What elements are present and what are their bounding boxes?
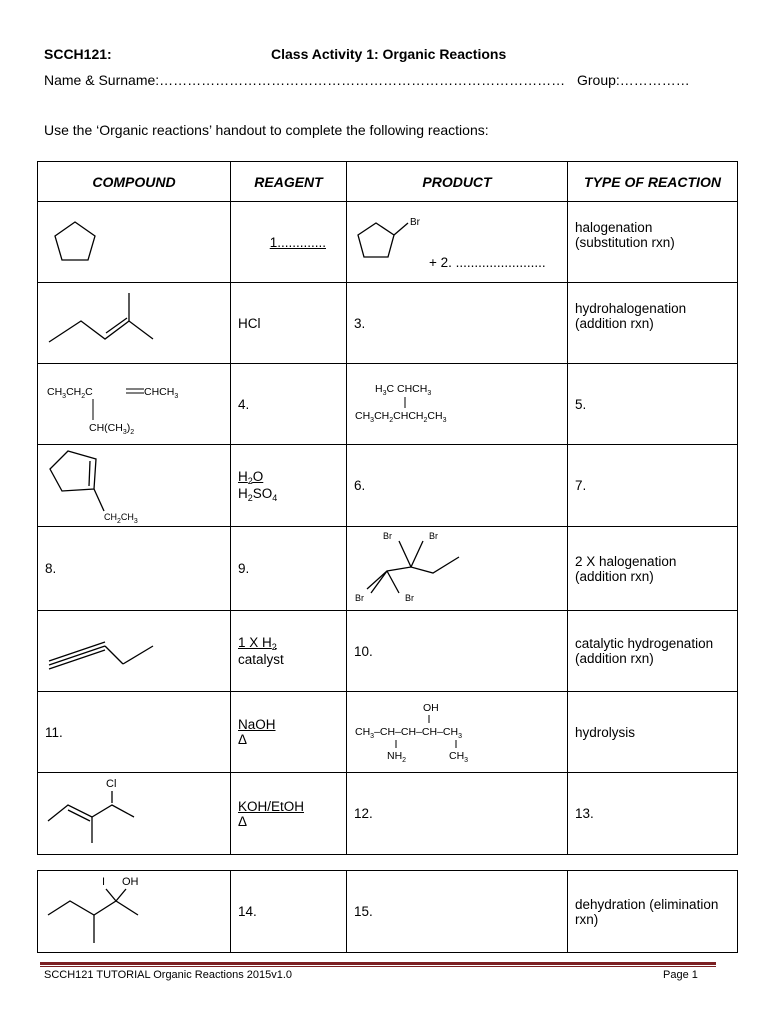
br-label: Br: [355, 593, 364, 603]
r7-ch3: $CH_3$: [449, 749, 469, 764]
r3-top-right: $CHCH_3$: [144, 385, 179, 400]
r3-prod-top: $H_3C$ $CHCH_3$: [375, 382, 432, 397]
reagent-cell: [231, 692, 347, 773]
compound-cell: [38, 773, 231, 855]
footer-rule: [40, 962, 716, 965]
br-label: Br: [429, 531, 438, 541]
product-cell: [347, 202, 568, 283]
course-code: SCCH121:: [44, 46, 112, 62]
name-surname-field[interactable]: Name & Surname:……………………………………………………………………………: [44, 72, 566, 88]
reaction-type-text: dehydration (elimination rxn): [575, 896, 719, 927]
reaction-type-text: catalytic hydrogenation (addition rxn): [575, 636, 714, 666]
iodo-alcohol-structure: [38, 871, 228, 949]
reagent-cell: [231, 445, 347, 527]
br-label: Br: [383, 531, 392, 541]
type-cell: [568, 871, 738, 953]
product-cell: [347, 692, 568, 773]
reagent-bottom: Δ: [238, 813, 248, 829]
reactions-table-continued: [37, 870, 738, 953]
reagent-top: $H_2O$: [238, 468, 264, 486]
condensed-alkene-structure: [38, 368, 228, 438]
r3-top-left: $CH_3CH_2C$: [47, 385, 93, 400]
reagent-top: NaOH: [238, 717, 276, 732]
type-cell[interactable]: 5.: [568, 364, 738, 445]
page-title: Class Activity 1: Organic Reactions: [271, 46, 507, 62]
table-row: [38, 445, 738, 527]
group-field[interactable]: Group:……………: [577, 72, 690, 88]
reagent-cell[interactable]: 9.: [231, 527, 347, 611]
compound-cell: [38, 283, 231, 364]
table-row: [38, 364, 738, 445]
table-row: [38, 202, 738, 283]
amino-alcohol-structure: [347, 693, 567, 769]
product-cell[interactable]: 15.: [347, 871, 568, 953]
table-header-row: [38, 162, 738, 202]
compound-cell: [38, 611, 231, 692]
reaction-type-text: hydrohalogenation (addition rxn): [575, 301, 687, 331]
reagent-cell[interactable]: 14.: [231, 871, 347, 953]
type-cell: [568, 202, 738, 283]
i-label: I: [102, 876, 106, 888]
reagent-cell: [231, 773, 347, 855]
r3-prod-bottom: $CH_3CH_2CHCH_2CH_3$: [355, 409, 447, 424]
footer-rule-thin: [40, 966, 716, 967]
table-row: [38, 611, 738, 692]
cyclopentane-structure: [45, 216, 105, 266]
type-cell: hydrolysis: [568, 692, 738, 773]
product-cell[interactable]: 3.: [347, 283, 568, 364]
reaction-type-text: 2 X halogenation (addition rxn): [575, 553, 677, 584]
table-row: [38, 692, 738, 773]
product-cell[interactable]: 12.: [347, 773, 568, 855]
ethylcyclopentene-structure: [38, 445, 228, 523]
type-cell[interactable]: 7.: [568, 445, 738, 527]
r7-nh2: $NH_2$: [387, 749, 407, 764]
column-header-product: PRODUCT: [347, 162, 568, 202]
reagent-top: 1 X $H_2$: [238, 635, 277, 652]
table-row: [38, 527, 738, 611]
product-cell[interactable]: 10.: [347, 611, 568, 692]
page-number: Page 1: [663, 969, 698, 981]
reagent-bottom: catalyst: [238, 652, 284, 667]
reagent-cell: [231, 611, 347, 692]
reagent-top: KOH/EtOH: [238, 798, 305, 814]
compound-cell: [38, 202, 231, 283]
bromocyclopentane-structure: [354, 213, 434, 261]
butyne-structure: [45, 620, 225, 680]
br-label: Br: [410, 217, 420, 228]
product-cell: [347, 527, 568, 611]
reagent-bottom: Δ: [238, 732, 248, 747]
reagent-cell[interactable]: 4.: [231, 364, 347, 445]
reagent-cell[interactable]: [231, 202, 347, 283]
answer-blank-2[interactable]: + 2. ........................: [429, 255, 546, 270]
footer-left: SCCH121 TUTORIAL Organic Reactions 2015v1.0: [44, 969, 293, 981]
compound-cell[interactable]: 11.: [38, 692, 231, 773]
table-row: [38, 283, 738, 364]
tetrabromobutane-structure: [347, 527, 567, 607]
chloroalkene-structure: [38, 773, 228, 851]
compound-cell[interactable]: 8.: [38, 527, 231, 611]
type-cell: [568, 611, 738, 692]
table-row: [38, 871, 738, 953]
product-cell: [347, 364, 568, 445]
reagent-bottom: $H_2SO_4$: [238, 485, 278, 503]
compound-cell: [38, 364, 231, 445]
r3-branch: $CH(CH_3)_2$: [89, 421, 135, 436]
column-header-reagent: REAGENT: [231, 162, 347, 202]
r7-main: $CH_3-CH-CH-CH-CH_3$: [355, 725, 463, 740]
compound-cell: [38, 445, 231, 527]
oh-label: OH: [122, 876, 139, 888]
type-cell: [568, 527, 738, 611]
compound-cell: [38, 871, 231, 953]
instruction-text: Use the ‘Organic reactions’ handout to complete the following reactions:: [44, 122, 489, 138]
oh-label: OH: [423, 701, 439, 714]
methylpentene-structure: [45, 287, 225, 357]
reagent-cell: HCl: [231, 283, 347, 364]
ethyl-label: $CH_2CH_3$: [104, 512, 138, 523]
type-cell: [568, 283, 738, 364]
condensed-alkane-structure: [347, 373, 567, 433]
product-cell[interactable]: 6.: [347, 445, 568, 527]
column-header-compound: COMPOUND: [38, 162, 231, 202]
table-row: [38, 773, 738, 855]
column-header-type: TYPE OF REACTION: [568, 162, 738, 202]
type-cell[interactable]: 13.: [568, 773, 738, 855]
cl-label: Cl: [106, 778, 117, 790]
reaction-type-text: halogenation (substitution rxn): [575, 220, 675, 250]
reactions-table: [37, 161, 738, 855]
answer-blank-1[interactable]: 1.............: [269, 234, 326, 250]
br-label: Br: [405, 593, 414, 603]
